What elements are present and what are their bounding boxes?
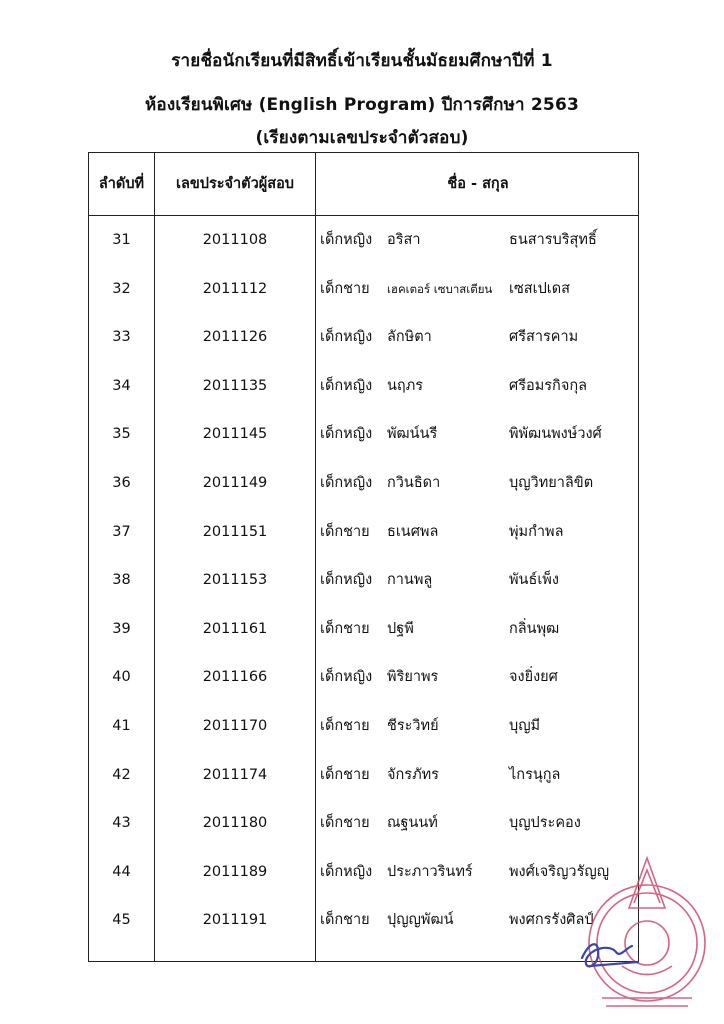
table-body [89, 216, 638, 945]
student-table [88, 152, 639, 962]
row-name-prefix: เด็กหญิง [320, 329, 373, 346]
row-last-name: ธนสารบริสุทธิ์ [509, 232, 597, 248]
table-row [89, 751, 638, 800]
row-first-name: ปฐพี [387, 620, 414, 637]
row-first-name: เฮคเตอร์ เซบาสเตียน [387, 281, 493, 296]
row-last-name: พันธ์เพ็ง [509, 572, 559, 589]
row-exam-id: 2011135 [202, 377, 268, 394]
row-order-number: 34 [112, 377, 131, 394]
row-first-name: ปุญญพัฒน์ [387, 912, 454, 929]
row-first-name: นฤภร [387, 377, 424, 394]
row-name-prefix: เด็กชาย [320, 815, 370, 832]
row-exam-id: 2011166 [202, 669, 268, 686]
table-row [89, 848, 638, 897]
row-first-name: ณฐนนท์ [387, 815, 438, 832]
row-last-name: บุญมี [509, 717, 541, 734]
table-row [89, 410, 638, 459]
row-last-name: พิพัฒนพงษ์วงศ์ [509, 426, 602, 443]
header-full-name: ชื่อ - สกุล [447, 176, 509, 192]
row-name-prefix: เด็กหญิง [320, 572, 373, 589]
row-order-number: 35 [112, 426, 131, 443]
row-exam-id: 2011108 [202, 232, 268, 248]
row-first-name: ประภาวรินทร์ [387, 863, 473, 880]
row-exam-id: 2011112 [202, 280, 268, 297]
table-row [89, 508, 638, 557]
document-subtitle: ห้องเรียนพิเศษ (English Program) ปีการศึกษา 2563 [145, 95, 579, 115]
row-last-name: พุ่มกำพล [509, 523, 564, 540]
table-row [89, 459, 638, 508]
row-first-name: ชีระวิทย์ [387, 717, 439, 734]
row-exam-id: 2011161 [202, 620, 268, 637]
row-first-name: จักรภัทร [387, 766, 439, 783]
row-last-name: พงศ์เจริญวรัญญู [509, 863, 610, 880]
row-first-name: กวินธิดา [387, 474, 441, 491]
row-order-number: 33 [112, 329, 131, 346]
row-order-number: 32 [112, 280, 131, 297]
row-first-name: พัฒน์นรี [387, 426, 438, 443]
row-order-number: 31 [112, 232, 131, 248]
row-order-number: 37 [112, 523, 131, 540]
table-row [89, 362, 638, 411]
row-last-name: ศรีอมรกิจกุล [509, 377, 587, 394]
row-first-name: อริสา [387, 232, 421, 248]
row-name-prefix: เด็กหญิง [320, 377, 373, 394]
row-order-number: 41 [112, 717, 131, 734]
row-name-prefix: เด็กหญิง [320, 863, 373, 880]
table-row [89, 265, 638, 314]
row-first-name: ลักษิตา [387, 329, 432, 346]
row-last-name: พงศกรรังศิลป์ [509, 912, 594, 929]
row-order-number: 44 [112, 863, 131, 880]
row-order-number: 43 [112, 815, 131, 832]
row-name-prefix: เด็กชาย [320, 766, 370, 783]
row-exam-id: 2011191 [202, 912, 268, 929]
row-exam-id: 2011145 [202, 426, 268, 443]
row-name-prefix: เด็กชาย [320, 717, 370, 734]
row-last-name: บุญวิทยาลิขิต [509, 474, 594, 491]
row-exam-id: 2011174 [202, 766, 268, 783]
table-row [89, 799, 638, 848]
row-last-name: บุญประคอง [509, 815, 581, 832]
row-exam-id: 2011180 [202, 815, 268, 832]
row-name-prefix: เด็กชาย [320, 280, 370, 297]
document-title: รายชื่อนักเรียนที่มีสิทธิ์เข้าเรียนชั้นมัธยมศึกษาปีที่ 1 [171, 51, 553, 71]
row-order-number: 40 [112, 669, 131, 686]
row-name-prefix: เด็กหญิง [320, 669, 373, 686]
row-exam-id: 2011126 [202, 329, 268, 346]
row-exam-id: 2011149 [202, 474, 268, 491]
row-last-name: ศรีสารคาม [509, 329, 579, 346]
header-exam-id: เลขประจำตัวผู้สอบ [176, 176, 294, 192]
row-name-prefix: เด็กหญิง [320, 232, 373, 248]
row-last-name: กลิ่นพุฒ [509, 620, 560, 637]
row-last-name: ไกรนุกูล [509, 766, 561, 783]
table-row [89, 653, 638, 702]
row-exam-id: 2011151 [202, 523, 268, 540]
row-exam-id: 2011170 [202, 717, 268, 734]
row-name-prefix: เด็กหญิง [320, 426, 373, 443]
row-name-prefix: เด็กชาย [320, 523, 370, 540]
row-name-prefix: เด็กชาย [320, 620, 370, 637]
table-row [89, 556, 638, 605]
row-last-name: จงยิ่งยศ [509, 669, 558, 686]
table-header [89, 153, 638, 216]
row-order-number: 38 [112, 572, 131, 589]
table-row [89, 702, 638, 751]
document-sort-note: (เรียงตามเลขประจำตัวสอบ) [255, 128, 469, 148]
row-name-prefix: เด็กหญิง [320, 474, 373, 491]
row-first-name: กานพลู [387, 572, 433, 589]
row-last-name: เซสเปเดส [509, 280, 571, 297]
row-exam-id: 2011189 [202, 863, 268, 880]
row-order-number: 39 [112, 620, 131, 637]
table-row [89, 896, 638, 945]
table-row [89, 605, 638, 654]
table-row [89, 313, 638, 362]
table-row [89, 216, 638, 265]
row-order-number: 45 [112, 912, 131, 929]
row-name-prefix: เด็กชาย [320, 912, 370, 929]
row-order-number: 36 [112, 474, 131, 491]
row-first-name: พิริยาพร [387, 669, 439, 686]
row-exam-id: 2011153 [202, 572, 268, 589]
header-order: ลำดับที่ [98, 176, 145, 192]
signature-mark [576, 918, 646, 978]
row-first-name: ธเนศพล [387, 523, 439, 540]
row-order-number: 42 [112, 766, 131, 783]
